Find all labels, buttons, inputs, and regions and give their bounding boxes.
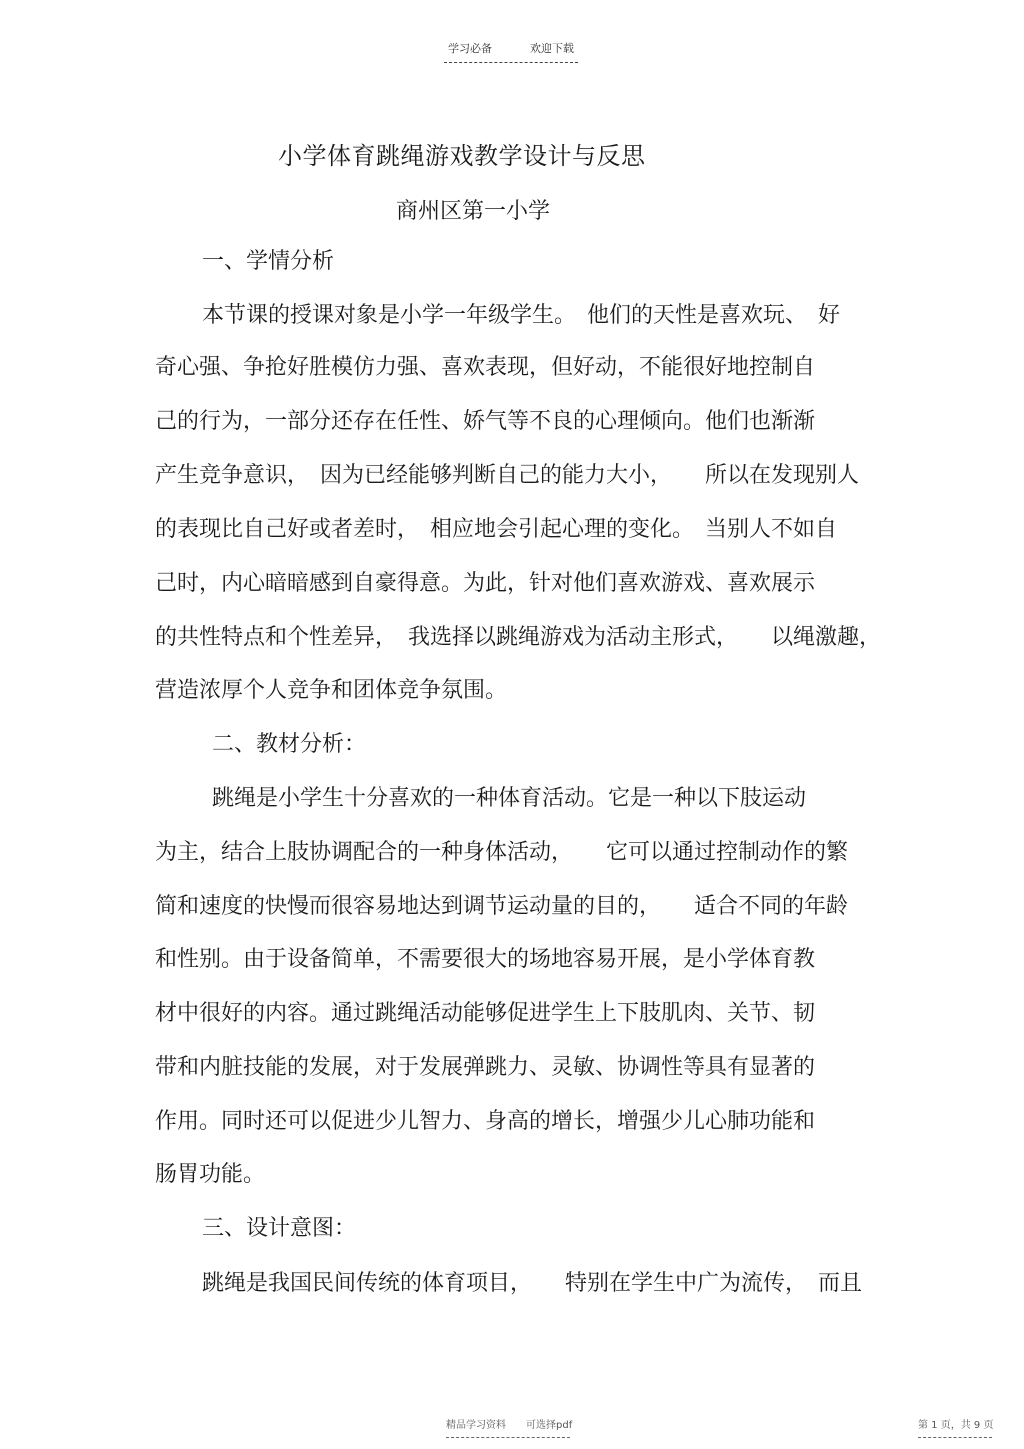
page-header [444,40,578,63]
header-left-text: 学习必备 [448,42,492,55]
paragraph-line: 跳绳是我国民间传统的体育项目， 特别在学生中广为流传， 而且 [202,1271,863,1296]
header-divider [444,62,578,63]
paragraph-line: 材中很好的内容。通过跳绳活动能够促进学生上下肢肌肉、关节、韧 [155,1001,816,1026]
footer-left-divider [446,1437,570,1438]
paragraph-line: 己的行为，一部分还存在任性、娇气等不良的心理倾向。他们也渐渐 [155,409,816,434]
footer-left [446,1416,573,1438]
footer-right-divider [918,1437,992,1438]
paragraph-line: 的表现比自己好或者差时， 相应地会引起心理的变化。 当别人不如自 [155,517,838,542]
paragraph-line: 奇心强、争抢好胜模仿力强、喜欢表现，但好动，不能很好地控制自 [155,355,816,380]
paragraph-line: 为主，结合上肢协调配合的一种身体活动， 它可以通过控制动作的繁 [155,840,849,865]
page-number-text: 第 1 页，共 9 页 [918,1420,994,1431]
section-heading: 一、学情分析 [202,249,335,274]
section-heading: 三、设计意图： [202,1216,357,1241]
footer-right [918,1416,992,1438]
document-author: 商州区第一小学 [396,199,551,224]
paragraph-line: 跳绳是小学生十分喜欢的一种体育活动。它是一种以下肢运动 [212,786,807,811]
paragraph-line: 肠胃功能。 [155,1162,266,1187]
section-heading: 二、教材分析： [212,732,367,757]
paragraph-line: 营造浓厚个人竞争和团体竞争氛围。 [155,678,508,703]
header-right-text: 欢迎下载 [530,42,574,55]
paragraph-line: 带和内脏技能的发展，对于发展弹跳力、灵敏、协调性等具有显著的 [155,1055,816,1080]
paragraph-line: 本节课的授课对象是小学一年级学生。 他们的天性是喜欢玩、 好 [202,303,841,328]
paragraph-line: 作用。同时还可以促进少儿智力、身高的增长，增强少儿心肺功能和 [155,1109,816,1134]
paragraph-line: 产生竞争意识， 因为已经能够判断自己的能力大小， 所以在发现别人 [155,463,860,488]
paragraph-line: 的共性特点和个性差异， 我选择以跳绳游戏为活动主形式， 以绳激趣， [155,625,882,650]
footer-left-text: 精品学习资料 可选择pdf [446,1420,573,1431]
document-title: 小学体育跳绳游戏教学设计与反思 [278,142,646,170]
paragraph-line: 和性别。由于设备简单，不需要很大的场地容易开展，是小学体育教 [155,947,816,972]
paragraph-line: 己时，内心暗暗感到自豪得意。为此，针对他们喜欢游戏、喜欢展示 [155,571,816,596]
paragraph-line: 简和速度的快慢而很容易地达到调节运动量的目的， 适合不同的年龄 [155,894,849,919]
